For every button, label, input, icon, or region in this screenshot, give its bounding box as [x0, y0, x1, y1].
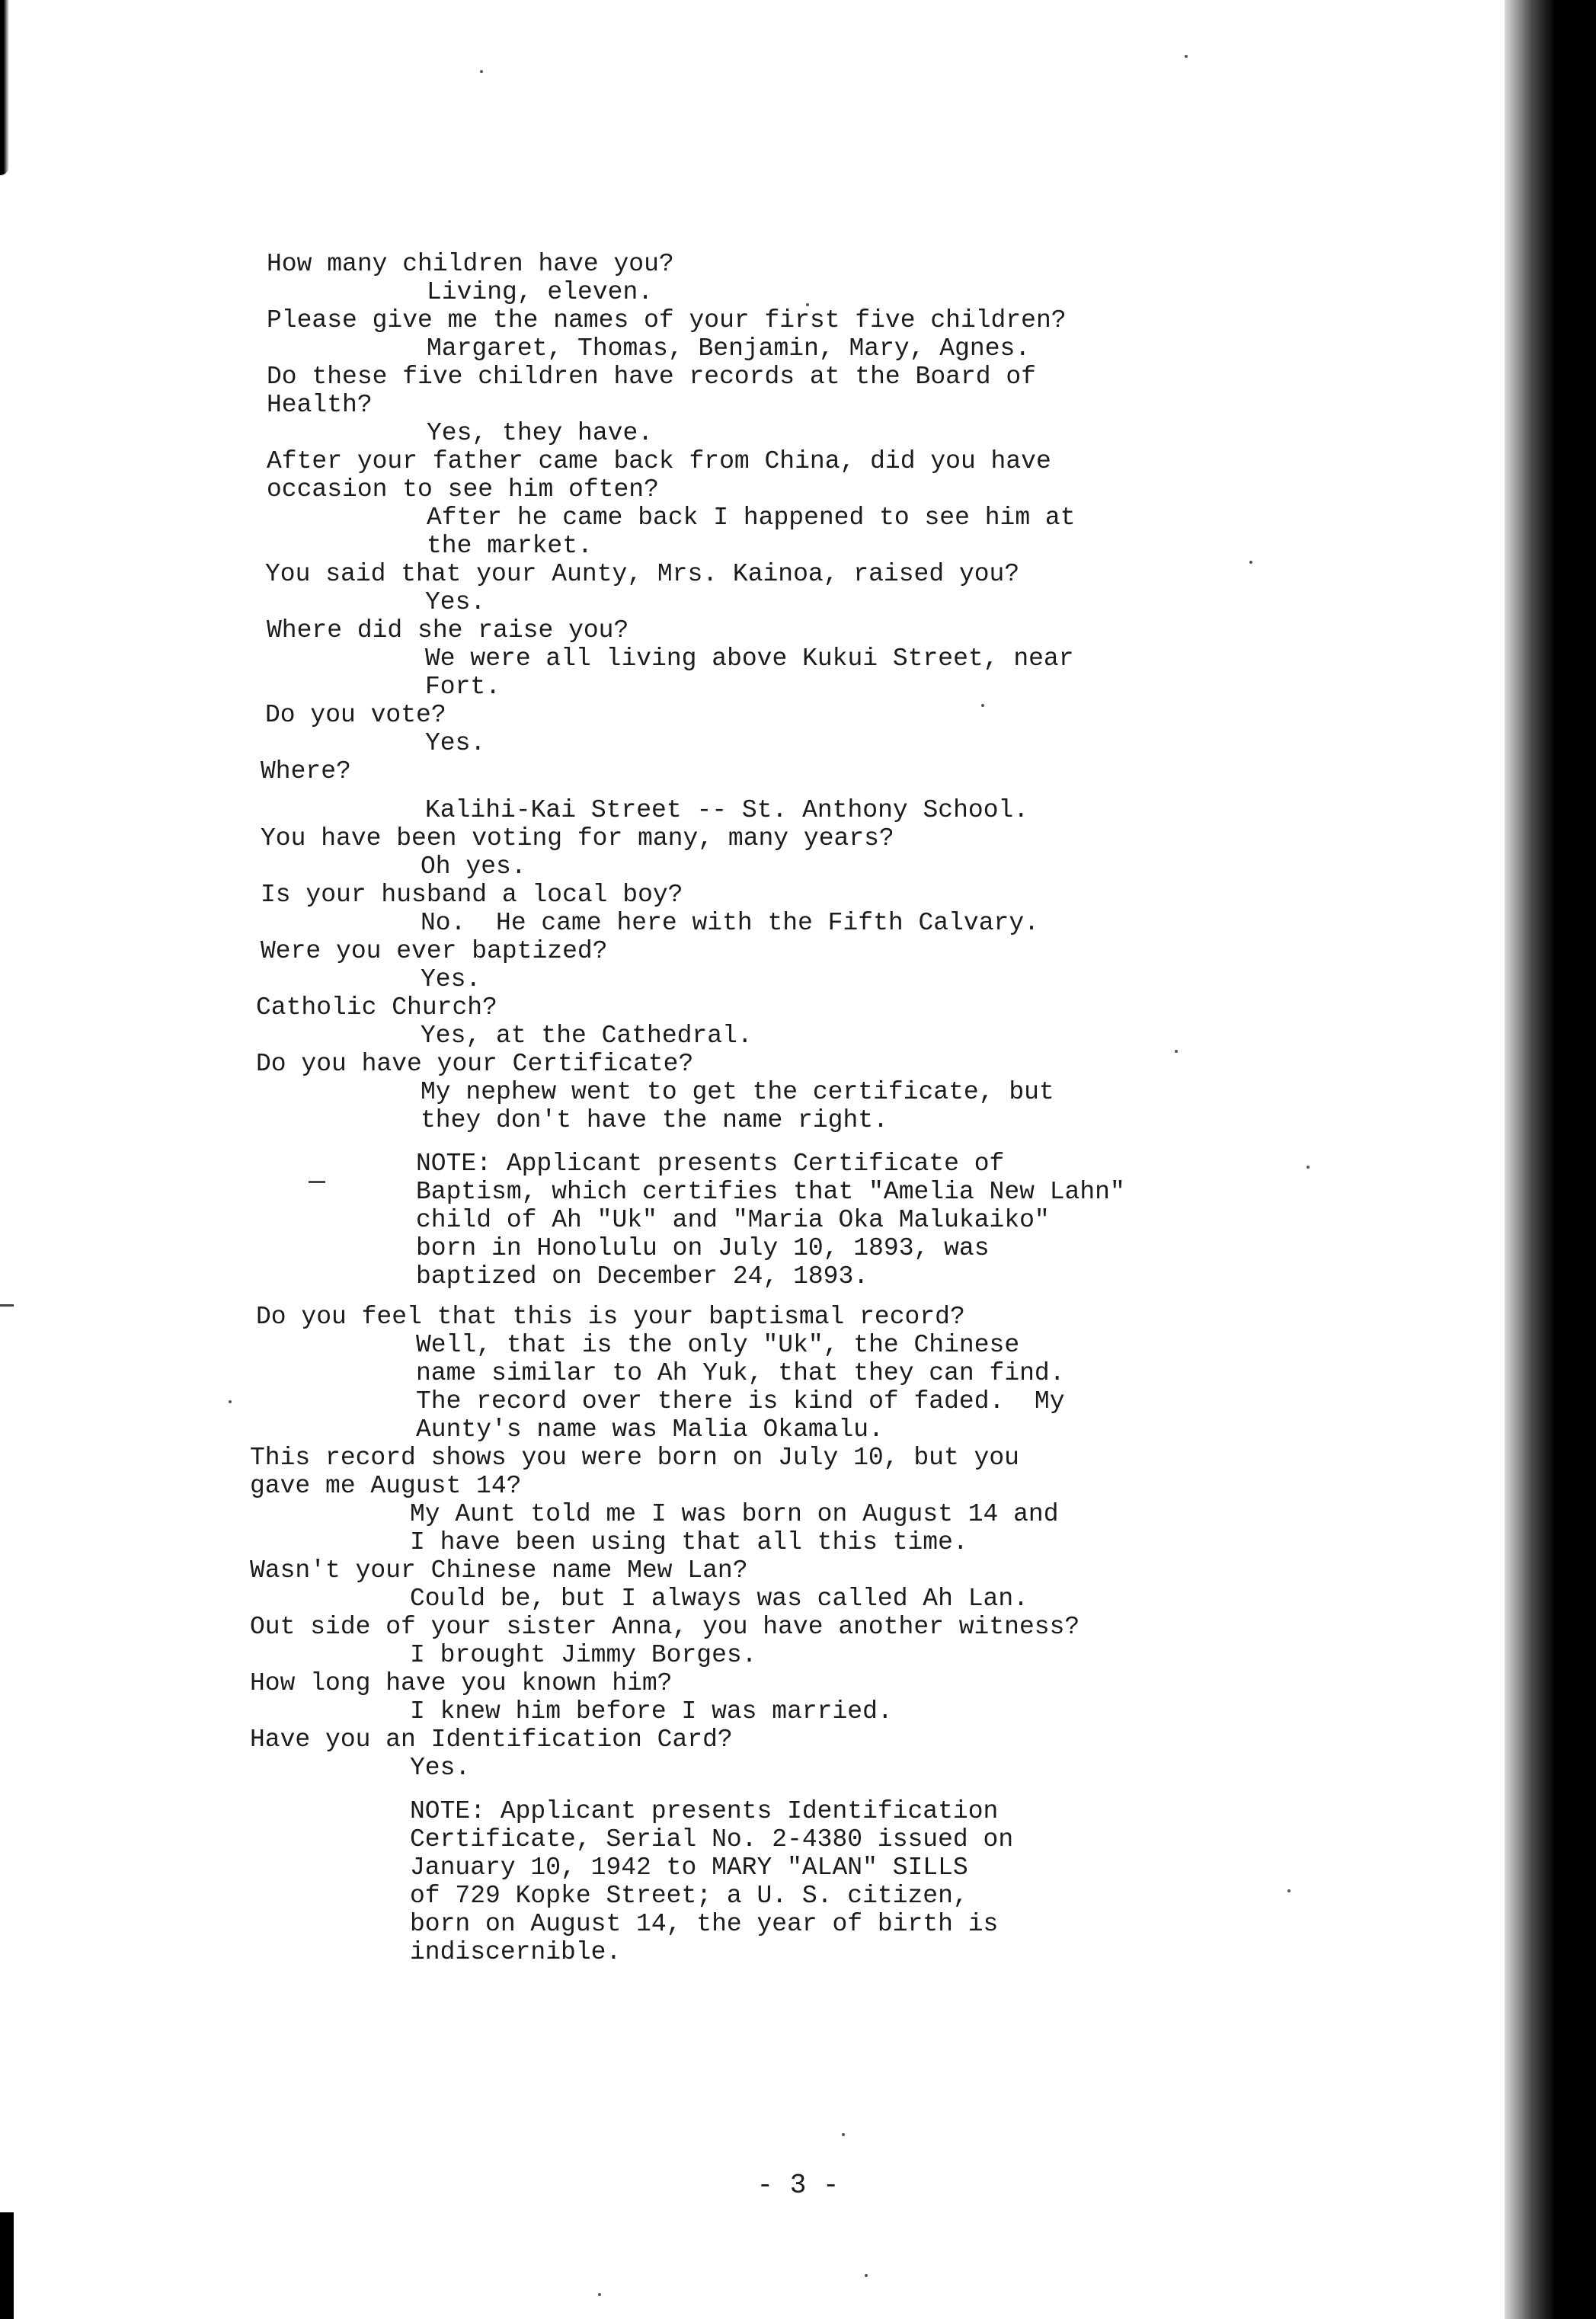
- question: This record shows you were born on July 10, but you gave me August 14?: [250, 1444, 1019, 1500]
- question: Is your husband a local boy?: [261, 881, 683, 909]
- scan-speck: [229, 1400, 232, 1403]
- question: How many children have you?: [267, 250, 674, 278]
- answer: I brought Jimmy Borges.: [410, 1641, 757, 1669]
- question: Please give me the names of your first five children?: [267, 306, 1067, 334]
- question: Were you ever baptized?: [261, 937, 608, 965]
- scan-edge-left-top: [0, 0, 9, 175]
- question: Catholic Church?: [256, 993, 497, 1022]
- answer: Yes.: [425, 729, 486, 757]
- answer: Yes.: [421, 965, 481, 993]
- answer: Living, eleven.: [427, 278, 654, 306]
- question: Out side of your sister Anna, you have another witness?: [250, 1613, 1080, 1641]
- answer: Yes, at the Cathedral.: [421, 1022, 753, 1050]
- answer: Yes.: [425, 588, 486, 616]
- page-number: - 3 -: [756, 2170, 840, 2201]
- question: Wasn't your Chinese name Mew Lan?: [250, 1556, 748, 1585]
- question: Do these five children have records at the Board of Health?: [267, 363, 1036, 419]
- answer: My Aunt told me I was born on August 14 and I have been using that all this time.: [410, 1500, 1059, 1556]
- question: Do you have your Certificate?: [256, 1050, 694, 1078]
- scan-edge-left-bottom: [0, 2212, 14, 2319]
- answer: My nephew went to get the certificate, but they don't have the name right.: [421, 1078, 1054, 1134]
- answer: Yes, they have.: [427, 419, 654, 447]
- scan-speck: [865, 2274, 868, 2277]
- answer: Kalihi-Kai Street -- St. Anthony School.: [425, 796, 1029, 824]
- answer: No. He came here with the Fifth Calvary.: [421, 909, 1039, 937]
- question: Where?: [261, 757, 351, 785]
- scan-speck: [1185, 55, 1188, 58]
- scan-speck: [480, 70, 483, 73]
- question: Do you feel that this is your baptismal record?: [256, 1303, 965, 1331]
- question: Where did she raise you?: [267, 616, 629, 645]
- answer: We were all living above Kukui Street, near Fort.: [425, 645, 1074, 701]
- question: After your father came back from China, did you have occasion to see him often?: [267, 447, 1051, 504]
- question: You have been voting for many, many years?: [261, 824, 894, 852]
- scan-edge-right: [1505, 0, 1596, 2319]
- note: NOTE: Applicant presents Identification Certificate, Serial No. 2-4380 issued on January 10, 1942 to MARY "ALAN" SILLS of 729 Kopke Street; a U. S. citizen, born on August 14, the year of birth is indiscernible.: [410, 1797, 1014, 1966]
- answer: Margaret, Thomas, Benjamin, Mary, Agnes.: [427, 334, 1031, 363]
- question: Have you an Identification Card?: [250, 1726, 733, 1754]
- answer: Could be, but I always was called Ah Lan.: [410, 1585, 1028, 1613]
- answer: I knew him before I was married.: [410, 1697, 893, 1726]
- answer: Well, that is the only "Uk", the Chinese name similar to Ah Yuk, that they can find. The record over there is kind of faded. My Aunty's name was Malia Okamalu.: [416, 1331, 1065, 1444]
- answer: After he came back I happened to see him at the market.: [427, 504, 1076, 560]
- note: NOTE: Applicant presents Certificate of Baptism, which certifies that "Amelia New Lahn" child of Ah "Uk" and "Maria Oka Malukaiko" born in Honolulu on July 10, 1893, was baptized on December 24, 1893.: [416, 1150, 1125, 1291]
- scan-speck: [598, 2293, 601, 2296]
- scan-mark: [0, 1304, 14, 1307]
- answer: Yes.: [410, 1754, 471, 1782]
- answer: Oh yes.: [421, 852, 526, 881]
- question: You said that your Aunty, Mrs. Kainoa, raised you?: [265, 560, 1020, 588]
- question: Do you vote?: [265, 701, 446, 729]
- question: How long have you known him?: [250, 1669, 673, 1697]
- scan-speck: [842, 2133, 845, 2136]
- interview-transcript: [250, 250, 1318, 1978]
